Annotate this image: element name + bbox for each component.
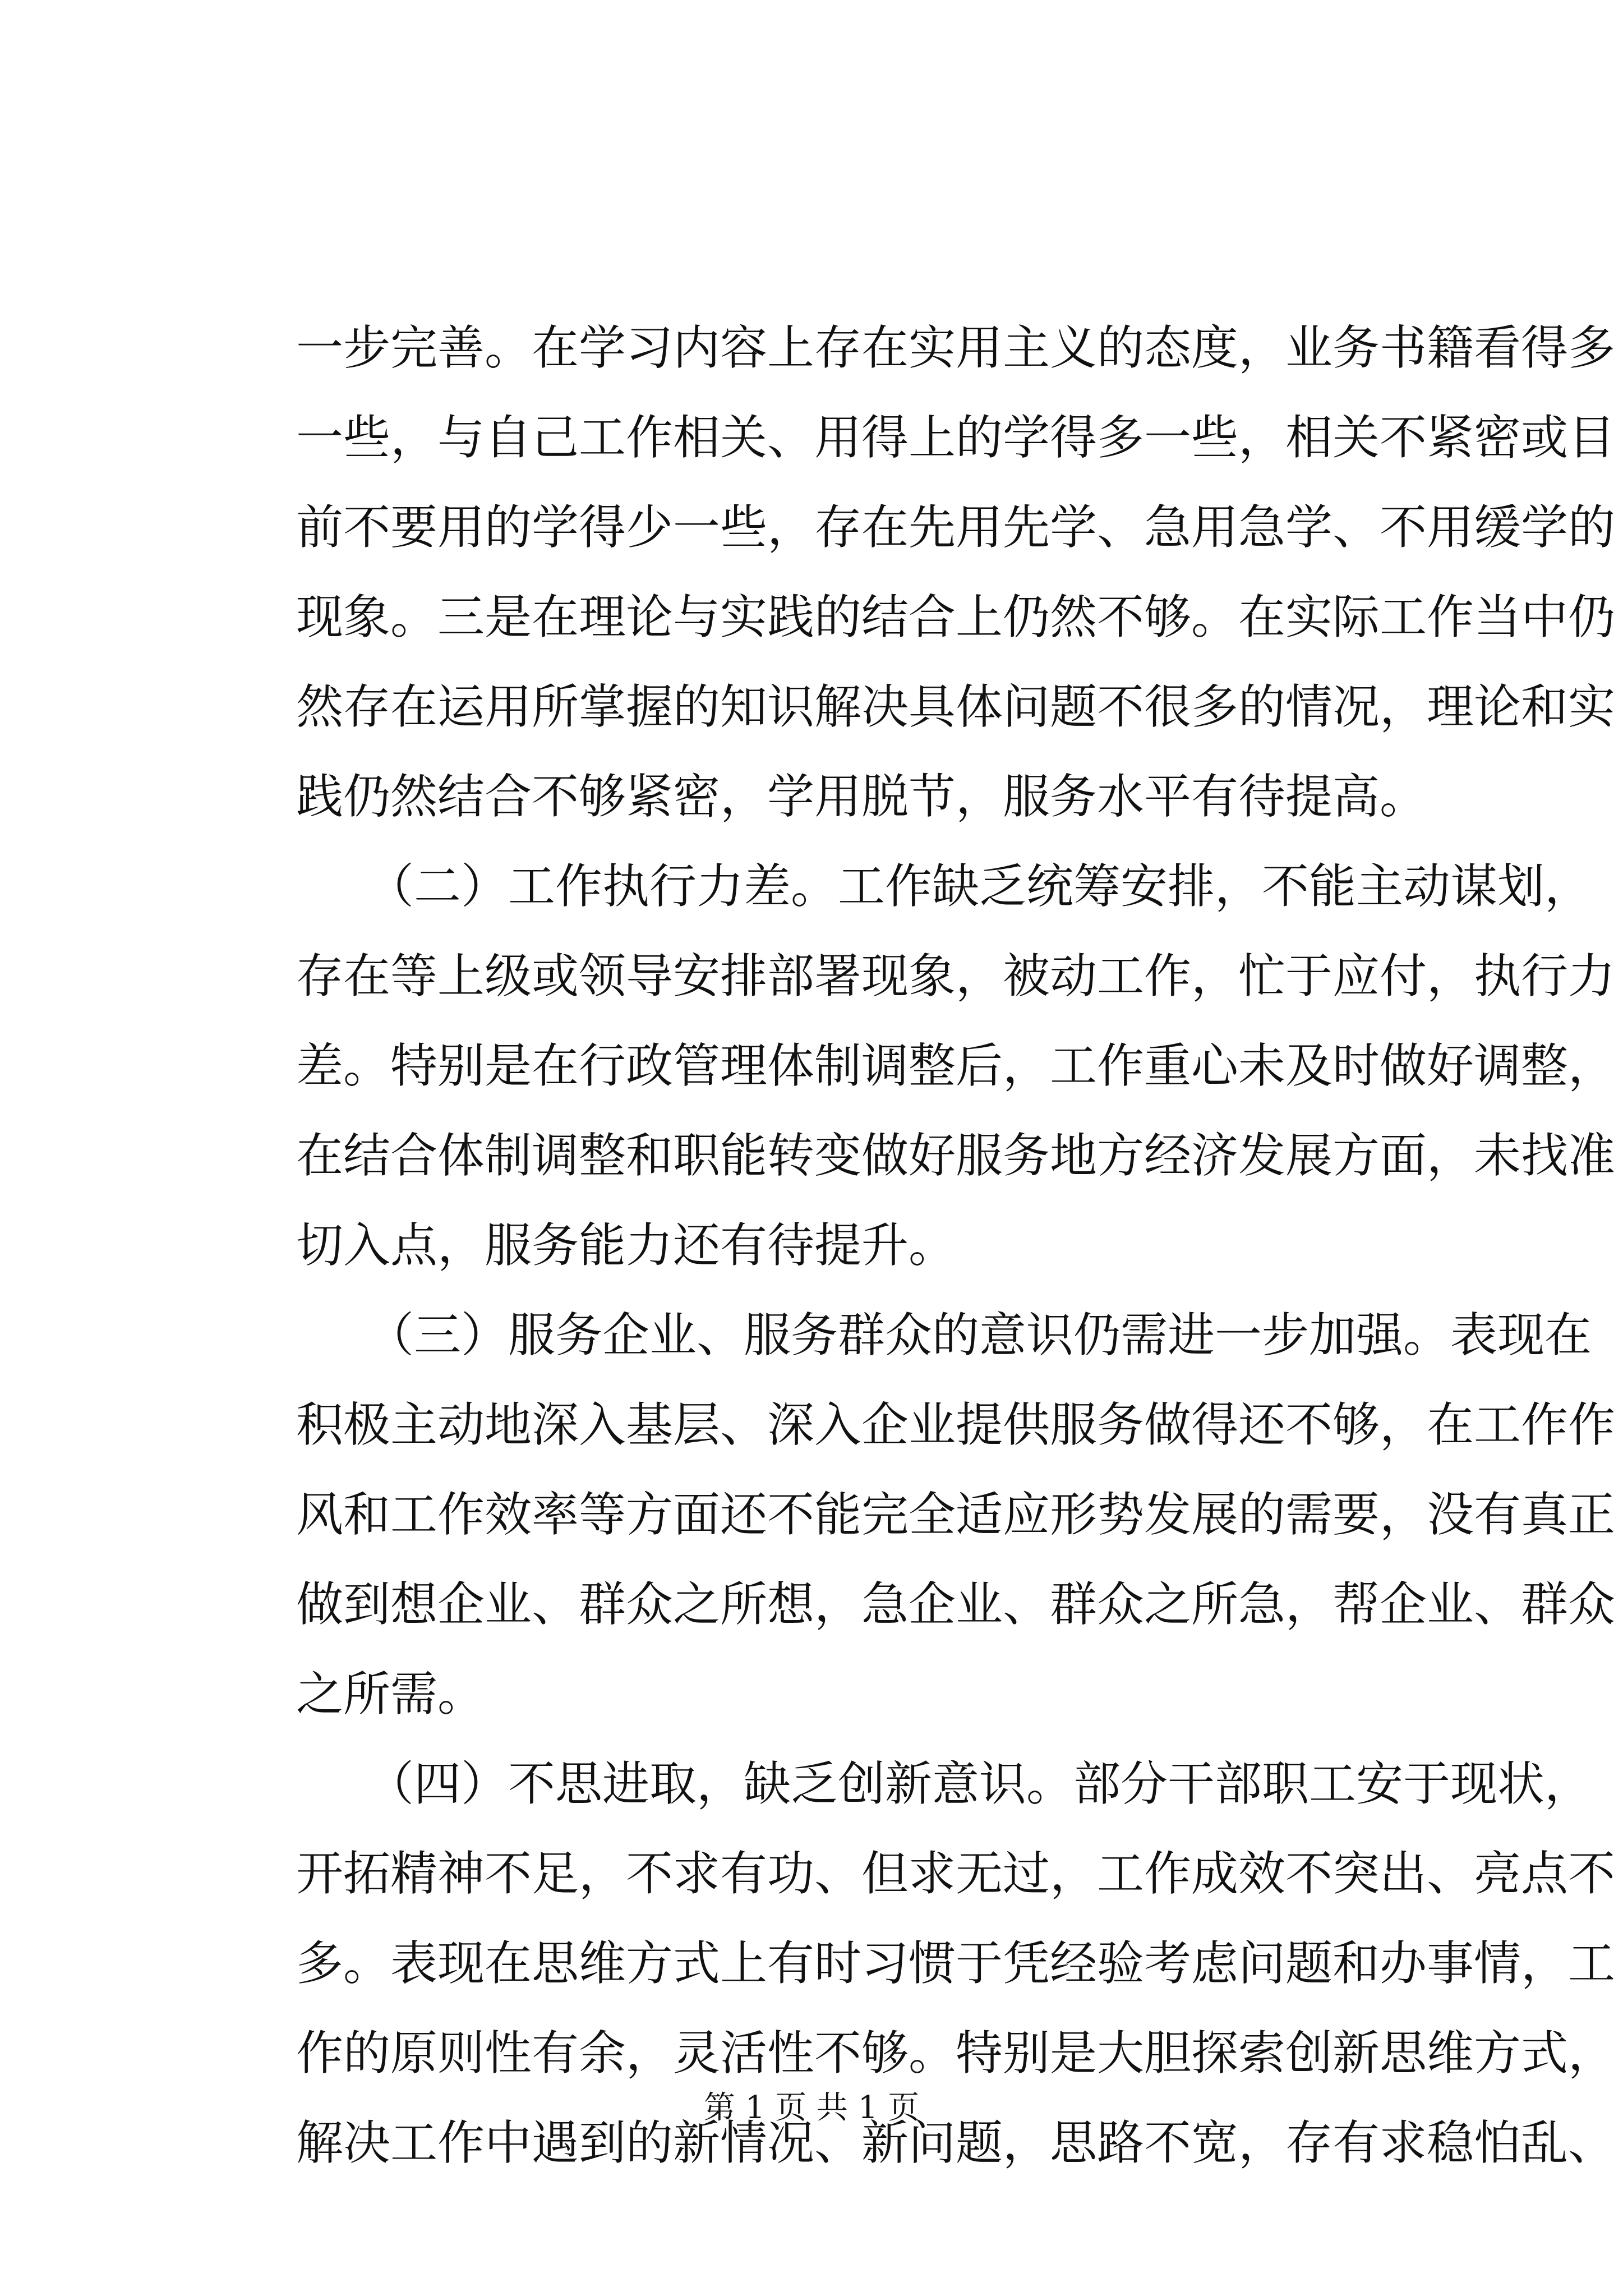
text-line: 前不要用的学得少一些，存在先用先学、急用急学、不用缓学的	[296, 500, 1616, 555]
paragraph-heading-line: （四）不思进取，缺乏创新意识。部分干部职工安于现状，	[296, 1756, 1592, 1811]
text-line: 然存在运用所掌握的知识解决具体问题不很多的情况，理论和实	[296, 679, 1616, 734]
text-line: 做到想企业、群众之所想，急企业、群众之所急，帮企业、群众	[296, 1577, 1616, 1632]
text-line: 多。表现在思维方式上有时习惯于凭经验考虑问题和办事情，工	[296, 1936, 1616, 1991]
page-footer: 第 1 页 共 1 页	[703, 2090, 920, 2126]
text-line: 一步完善。在学习内容上存在实用主义的态度，业务书籍看得多	[296, 320, 1616, 375]
text-line: 践仍然结合不够紧密，学用脱节，服务水平有待提高。	[296, 769, 1427, 824]
paragraph-heading-line: （三）服务企业、服务群众的意识仍需进一步加强。表现在	[296, 1308, 1592, 1363]
text-line: 一些，与自己工作相关、用得上的学得多一些，相关不紧密或目	[296, 410, 1616, 465]
text-line: 解决工作中遇到的新情况、新问题，思路不宽，存有求稳怕乱、	[296, 2115, 1616, 2170]
text-line: 差。特别是在行政管理体制调整后，工作重心未及时做好调整，	[296, 1038, 1616, 1093]
text-line: 切入点，服务能力还有待提升。	[296, 1218, 956, 1273]
text-line: 之所需。	[296, 1667, 485, 1722]
text-line: 在结合体制调整和职能转变做好服务地方经济发展方面，未找准	[296, 1128, 1616, 1183]
text-line: 现象。三是在理论与实践的结合上仍然不够。在实际工作当中仍	[296, 590, 1616, 645]
text-line: 开拓精神不足，不求有功、但求无过，工作成效不突出、亮点不	[296, 1846, 1616, 1901]
text-line: 作的原则性有余，灵活性不够。特别是大胆探索创新思维方式，	[296, 2026, 1616, 2081]
paragraph-heading-line: （二）工作执行力差。工作缺乏统筹安排，不能主动谋划，	[296, 859, 1592, 914]
text-line: 积极主动地深入基层、深入企业提供服务做得还不够，在工作作	[296, 1397, 1616, 1452]
text-line: 存在等上级或领导安排部署现象，被动工作，忙于应付，执行力	[296, 949, 1616, 1004]
text-line: 风和工作效率等方面还不能完全适应形势发展的需要，没有真正	[296, 1487, 1616, 1542]
